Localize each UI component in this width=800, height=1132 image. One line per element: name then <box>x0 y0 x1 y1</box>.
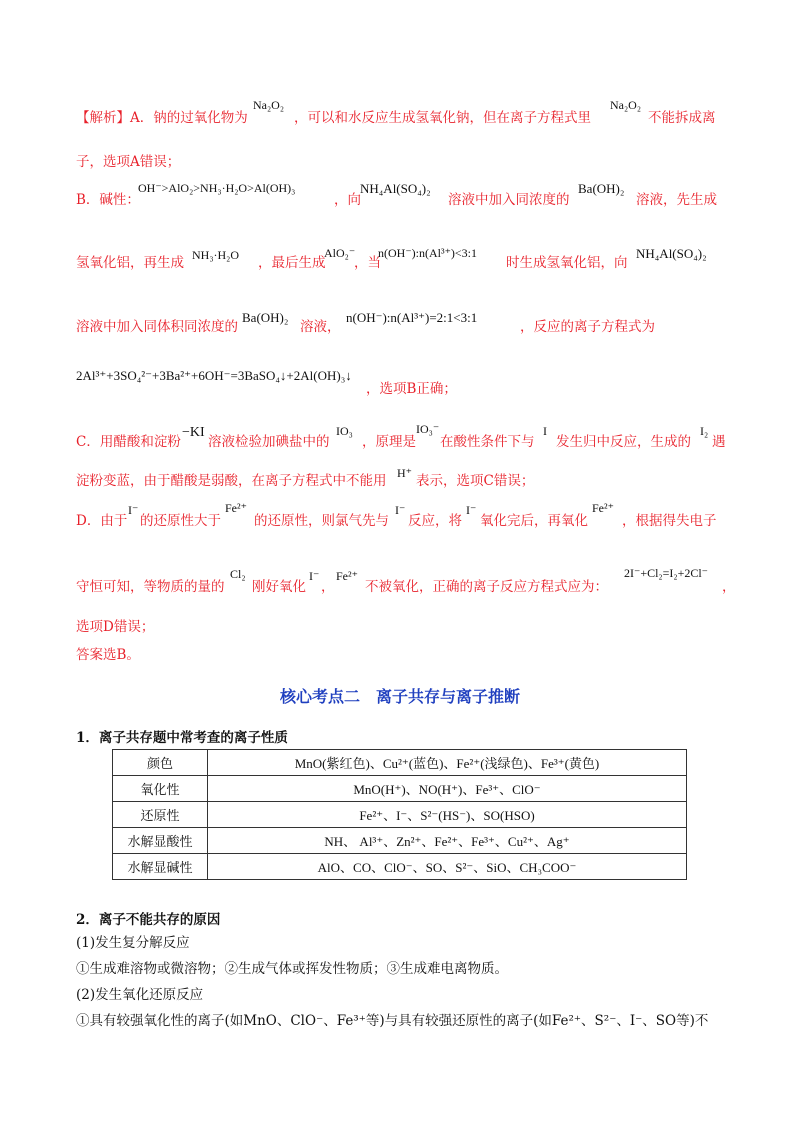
section-title: 核心考点二 离子共存与离子推断 <box>279 687 520 706</box>
analysis-text: 氧化完后，再氧化 <box>480 513 588 529</box>
formula-baoh2: Ba(OH)₂ <box>242 310 289 325</box>
analysis-text: ，原理是 <box>362 434 416 450</box>
analysis-text: 溶液中加入同浓度的 <box>448 192 570 208</box>
formula-fe2: Fe²⁺ <box>225 501 247 515</box>
formula-baoh2: Ba(OH)₂ <box>578 181 625 196</box>
analysis-text: 溶液，先生成 <box>636 192 717 208</box>
table-cell-value: MnO(紫红色)、Cu²⁺(蓝色)、Fe²⁺(浅绿色)、Fe³⁺(黄色) <box>208 750 687 776</box>
analysis-text: 溶液中加入同体积同浓度的 <box>76 319 238 335</box>
table-cell-value: MnO(H⁺)、NO(H⁺)、Fe³⁺、ClO⁻ <box>208 776 687 802</box>
table-cell-key: 水解显酸性 <box>113 828 208 854</box>
table-cell-key: 水解显碱性 <box>113 854 208 880</box>
analysis-text: 溶液检验加碘盐中的 <box>208 434 330 450</box>
heading-coexistence-reasons: 2．离子不能共存的原因 <box>76 912 221 928</box>
formula-basicity: OH⁻>AlO₂>NH₃·H₂O>Al(OH)₃ <box>138 181 296 195</box>
formula-io3: IO₃ <box>336 424 353 438</box>
answer-line: 答案选B。 <box>76 647 140 663</box>
formula-ratio: n(OH⁻):n(Al³⁺)=2:1<3:1 <box>346 310 478 325</box>
formula-i-ion: I⁻ <box>395 503 406 517</box>
analysis-text: 守恒可知，等物质的量的 <box>76 579 225 595</box>
analysis-text: 在酸性条件下与 <box>440 434 535 450</box>
formula-na2o2: Na₂O₂ <box>253 98 285 112</box>
formula-na2o2: Na₂O₂ <box>610 98 642 112</box>
analysis-text: 的还原性，则氯气先与 <box>254 513 389 529</box>
analysis-text: 发生归中反应，生成的 <box>556 434 691 450</box>
analysis-text: 反应，将 <box>408 513 462 529</box>
analysis-text: 不被氧化，正确的离子反应方程式应为： <box>365 579 608 595</box>
analysis-text: ，向 <box>334 192 361 208</box>
reason-line: ①具有较强氧化性的离子(如MnO、ClO⁻、Fe³⁺等)与具有较强还原性的离子(如Fe²⁺、S²⁻、I⁻、SO等)不 <box>76 1013 709 1029</box>
formula-h: H⁺ <box>397 466 412 480</box>
formula-i-ion: I⁻ <box>309 569 320 583</box>
analysis-text: 表示，选项C错误； <box>416 473 535 489</box>
formula-i-ion: I⁻ <box>466 503 477 517</box>
option-b-label: B．碱性： <box>76 192 140 208</box>
analysis-text: ，当 <box>354 255 381 271</box>
analysis-text: ，反应的离子方程式为 <box>520 319 655 335</box>
analysis-text: ，最后生成 <box>258 255 326 271</box>
formula-ki: −KI <box>182 425 205 440</box>
analysis-text: 不能拆成离 <box>648 110 716 126</box>
analysis-text: ， <box>722 579 736 595</box>
reason-line: (2)发生氧化还原反应 <box>76 987 204 1003</box>
table-cell-key: 氧化性 <box>113 776 208 802</box>
analysis-text: 溶液， <box>300 319 341 335</box>
equation-b: 2Al³⁺+3SO₄²⁻+3Ba²⁺+6OH⁻=3BaSO₄↓+2Al(OH)₃↓ <box>76 368 352 383</box>
formula-salt: NH₄Al(SO₄)₂ <box>360 181 431 196</box>
analysis-text: ，根据得失电子 <box>622 513 717 529</box>
analysis-text: 氢氧化铝，再生成 <box>76 255 184 271</box>
table-cell-key: 颜色 <box>113 750 208 776</box>
analysis-intro: 【解析】A．钠的过氧化物为 <box>76 110 248 126</box>
formula-fe2: Fe²⁺ <box>336 569 358 583</box>
analysis-text: 淀粉变蓝，由于醋酸是弱酸，在离子方程式中不能用 <box>76 473 387 489</box>
reason-line: (1)发生复分解反应 <box>76 935 190 951</box>
equation-d: 2I⁻+Cl₂=I₂+2Cl⁻ <box>624 566 709 580</box>
table-row <box>113 828 687 854</box>
formula-i2: I₂ <box>700 424 709 438</box>
table-row <box>113 854 687 880</box>
table-cell-value: AlO、CO、ClO⁻、SO、S²⁻、SiO、CH₃COO⁻ <box>208 854 687 880</box>
ion-properties-table <box>112 749 687 880</box>
formula-cl2: Cl₂ <box>230 567 246 581</box>
formula-i: I <box>543 424 547 438</box>
formula-i-ion: I⁻ <box>128 503 139 517</box>
formula-ratio: n(OH⁻):n(Al³⁺)<3:1 <box>378 246 478 260</box>
table-row <box>113 750 687 776</box>
formula-fe2: Fe²⁺ <box>592 501 614 515</box>
table-cell-key: 还原性 <box>113 802 208 828</box>
analysis-text: ，可以和水反应生成氢氧化钠，但在离子方程式里 <box>294 110 591 126</box>
analysis-text: ， <box>321 579 335 595</box>
analysis-text: 时生成氢氧化铝，向 <box>506 255 628 271</box>
formula-nh3h2o: NH₃·H₂O <box>192 248 240 262</box>
formula-salt: NH₄Al(SO₄)₂ <box>636 246 707 261</box>
formula-io3-ion: IO₃⁻ <box>416 422 440 436</box>
analysis-text: 的还原性大于 <box>140 513 221 529</box>
table-row <box>113 802 687 828</box>
analysis-text: 子，选项A错误； <box>76 154 181 170</box>
reason-line: ①生成难溶物或微溶物；②生成气体或挥发性物质；③生成难电离物质。 <box>76 961 508 977</box>
analysis-text: 遇 <box>712 434 726 450</box>
option-d-label: D．由于 <box>76 513 128 529</box>
option-c-label: C．用醋酸和淀粉 <box>76 434 181 450</box>
table-row <box>113 776 687 802</box>
table-cell-value: NH、 Al³⁺、Zn²⁺、Fe²⁺、Fe³⁺、Cu²⁺、Ag⁺ <box>208 828 687 854</box>
analysis-text: 刚好氧化 <box>252 579 306 595</box>
analysis-text: ，选项B正确； <box>366 381 457 397</box>
analysis-text: 选项D错误； <box>76 619 155 635</box>
table-cell-value: Fe²⁺、I⁻、S²⁻(HS⁻)、SO(HSO) <box>208 802 687 828</box>
formula-alo2: AlO₂⁻ <box>324 246 356 260</box>
heading-ion-properties: 1．离子共存题中常考查的离子性质 <box>76 730 288 746</box>
